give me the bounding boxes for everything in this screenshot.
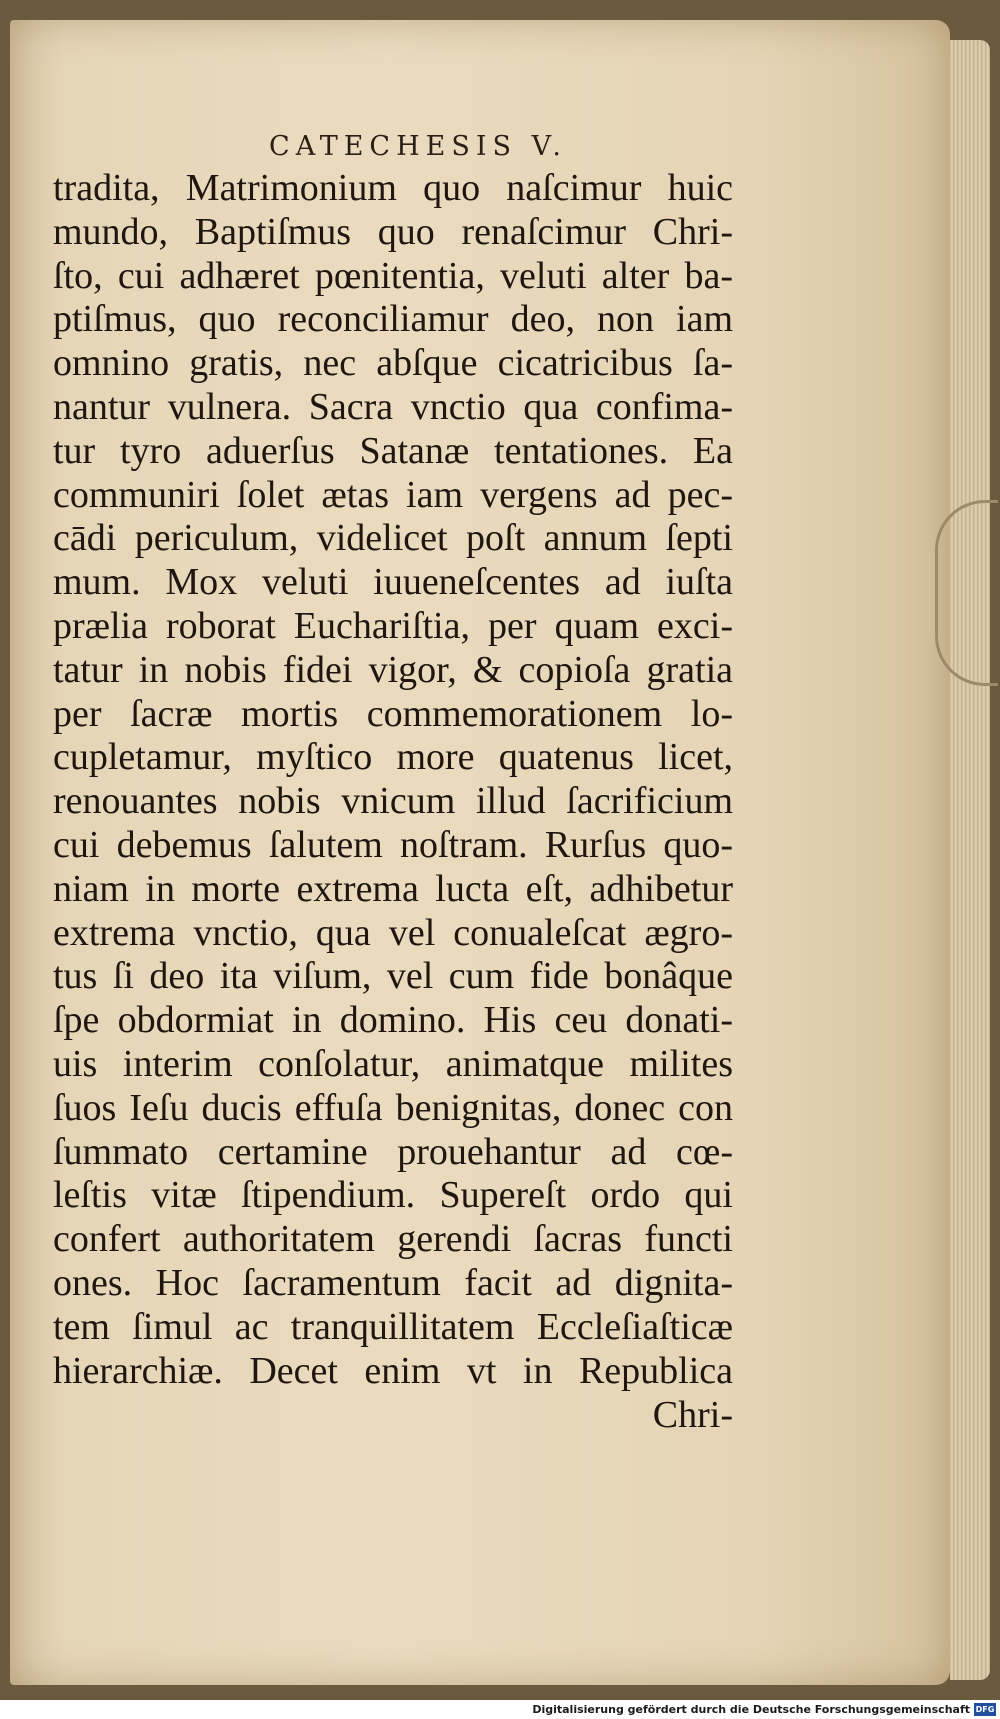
- running-head: CATECHESIS V.: [269, 131, 567, 162]
- text-line: ones. Hoc ſacramentum facit ad dignita-: [53, 1261, 733, 1304]
- text-line: cādi periculum, videlicet poſt annum ſepti: [53, 517, 733, 560]
- funding-credit: Digitalisierung gefördert durch die Deutsche Forschungsgemeinschaft: [532, 1703, 970, 1716]
- text-line: ſpe obdormiat in domino. His ceu donati-: [53, 999, 733, 1042]
- text-block: [53, 127, 733, 1437]
- text-line: tatur in nobis fidei vigor, & copioſa gratia: [53, 648, 733, 691]
- page-clip: [935, 500, 998, 686]
- text-line: extrema vnctio, qua vel conualeſcat ægro-: [53, 911, 733, 954]
- dfg-logo-icon: DFG: [975, 1705, 995, 1714]
- text-line: uis interim conſolatur, animatque milites: [53, 1042, 733, 1085]
- text-line: ſummato certamine prouehantur ad cœ-: [53, 1130, 733, 1173]
- digitization-footer: [0, 1700, 1000, 1719]
- text-line: niam in morte extrema lucta eſt, adhibetur: [53, 867, 733, 910]
- text-line: tur tyro aduerſus Satanæ tentationes. Ea: [53, 429, 733, 472]
- text-line: confert authoritatem gerendi ſacras functi: [53, 1218, 733, 1261]
- body-text: [53, 167, 733, 1393]
- text-line: ſto, cui adhæret pœnitentia, veluti alter ba-: [53, 254, 733, 297]
- catchword: Chri-: [652, 1394, 733, 1437]
- text-line: renouantes nobis vnicum illud ſacrificium: [53, 780, 733, 823]
- text-line: cupletamur, myſtico more quatenus licet,: [53, 736, 733, 779]
- text-line: communiri ſolet ætas iam vergens ad pec-: [53, 473, 733, 516]
- text-line: nantur vulnera. Sacra vnctio qua confima-: [53, 385, 733, 428]
- text-line: tus ſi deo ita viſum, vel cum fide bonâque: [53, 955, 733, 998]
- text-line: ptiſmus, quo reconciliamur deo, non iam: [53, 298, 733, 341]
- text-line: mum. Mox veluti iuueneſcentes ad iuſta: [53, 561, 733, 604]
- text-line: cui debemus ſalutem noſtram. Rurſus quo-: [53, 823, 733, 866]
- text-line: leſtis vitæ ſtipendium. Supereſt ordo qui: [53, 1174, 733, 1217]
- text-line: omnino gratis, nec abſque cicatricibus ſa-: [53, 342, 733, 385]
- text-line: hierarchiæ. Decet enim vt in Republica: [53, 1349, 733, 1392]
- text-line: mundo, Baptiſmus quo renaſcimur Chri-: [53, 210, 733, 253]
- text-line: tem ſimul ac tranquillitatem Eccleſiaſticæ: [53, 1305, 733, 1348]
- text-line: ſuos Ieſu ducis effuſa benignitas, donec con: [53, 1086, 733, 1129]
- text-line: prælia roborat Euchariſtia, per quam exci-: [53, 604, 733, 647]
- text-line: per ſacræ mortis commemorationem lo-: [53, 692, 733, 735]
- page-edge: [950, 40, 990, 1680]
- text-line: tradita, Matrimonium quo naſcimur huic: [53, 167, 733, 209]
